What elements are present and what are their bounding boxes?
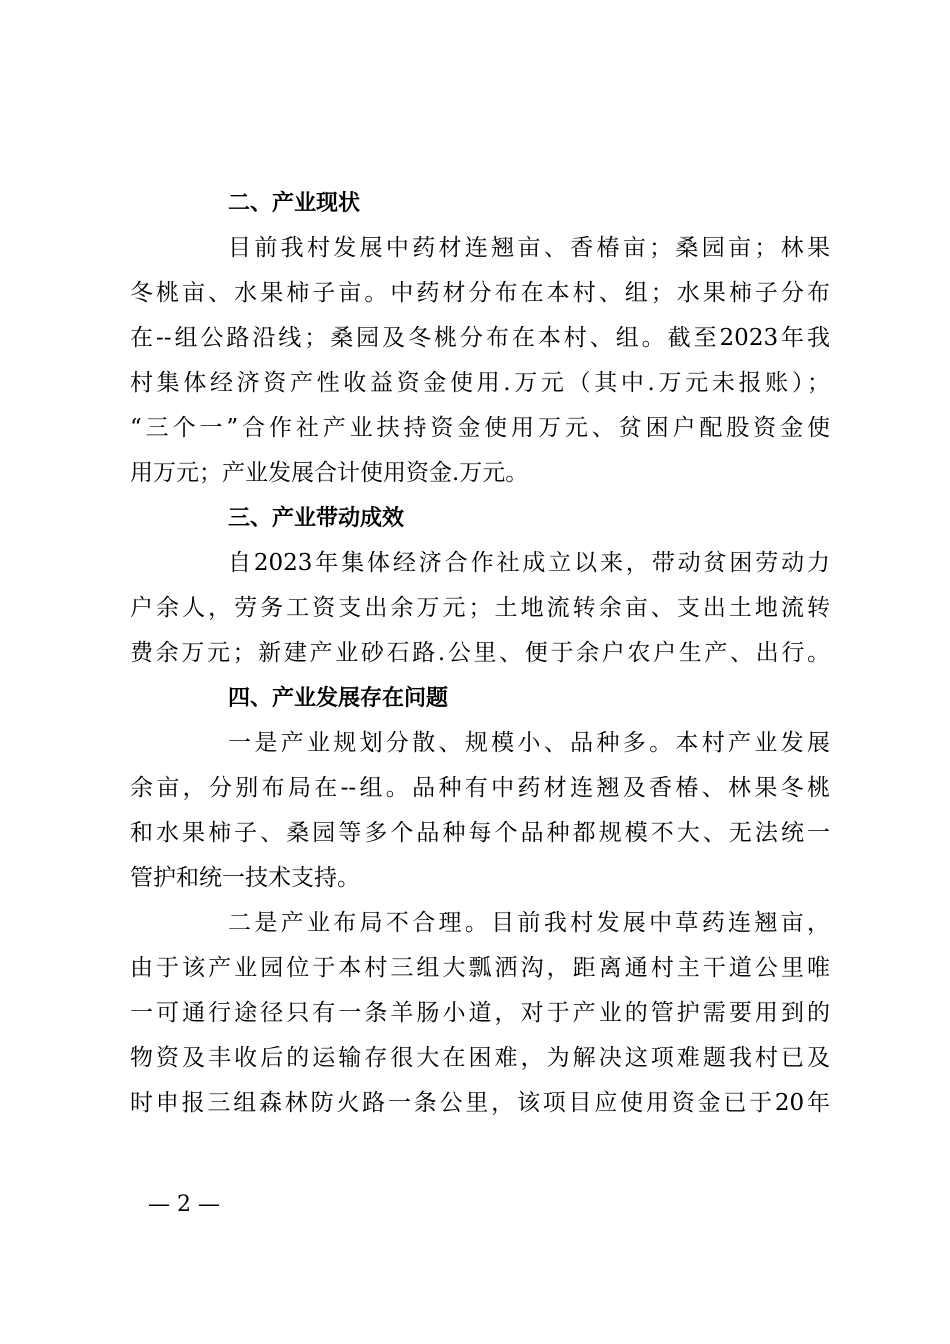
paragraph bbox=[130, 721, 830, 901]
text-line: 一可通行途径只有一条羊肠小道，对于产业的管护需要用到的 bbox=[130, 1000, 830, 1026]
text-line: 费余万元；新建产业砂石路.公里、便于余户农户生产、出行。 bbox=[130, 640, 830, 666]
section-heading: 二、产业现状 bbox=[228, 191, 361, 216]
text-line: 用万元；产业发展合计使用资金.万元。 bbox=[130, 460, 529, 486]
text-line: “三个一”合作社产业扶持资金使用万元、贫困户配股资金使 bbox=[130, 415, 830, 441]
section-industry-status bbox=[130, 181, 830, 496]
section-industry-problems bbox=[130, 676, 830, 1126]
section-heading: 三、产业带动成效 bbox=[228, 506, 405, 531]
document-body bbox=[130, 181, 830, 1126]
text-line: 户余人，劳务工资支出余万元；土地流转余亩、支出土地流转 bbox=[130, 595, 830, 621]
text-line: 由于该产业园位于本村三组大瓢洒沟，距离通村主干道公里唯 bbox=[130, 955, 830, 981]
page-number: — 2 — bbox=[148, 1192, 220, 1217]
text-line: 村集体经济资产性收益资金使用.万元（其中.万元未报账）； bbox=[130, 370, 830, 396]
paragraph bbox=[130, 901, 830, 1126]
text-line: 一是产业规划分散、规模小、品种多。本村产业发展 bbox=[228, 730, 830, 756]
text-line: 余亩，分别布局在--组。品种有中药材连翘及香椿、林果冬桃 bbox=[130, 775, 830, 801]
text-line: 目前我村发展中药材连翘亩、香椿亩；桑园亩；林果 bbox=[228, 235, 830, 261]
text-line: 和水果柿子、桑园等多个品种每个品种都规模不大、无法统一 bbox=[130, 820, 830, 846]
text-line: 管护和统一技术支持。 bbox=[130, 865, 360, 891]
section-industry-results bbox=[130, 496, 830, 676]
text-line: 冬桃亩、水果柿子亩。中药材分布在本村、组；水果柿子分布 bbox=[130, 280, 830, 306]
paragraph bbox=[130, 226, 830, 496]
section-heading: 四、产业发展存在问题 bbox=[228, 686, 449, 711]
text-line: 在--组公路沿线；桑园及冬桃分布在本村、组。截至2023年我 bbox=[130, 325, 830, 351]
text-line: 二是产业布局不合理。目前我村发展中草药连翘亩， bbox=[228, 910, 830, 936]
text-line: 自2023年集体经济合作社成立以来，带动贫困劳动力 bbox=[228, 550, 830, 576]
text-line: 物资及丰收后的运输存很大在困难，为解决这项难题我村已及 bbox=[130, 1045, 830, 1071]
paragraph bbox=[130, 541, 830, 676]
text-line: 时申报三组森林防火路一条公里，该项目应使用资金已于20年 bbox=[130, 1090, 830, 1116]
